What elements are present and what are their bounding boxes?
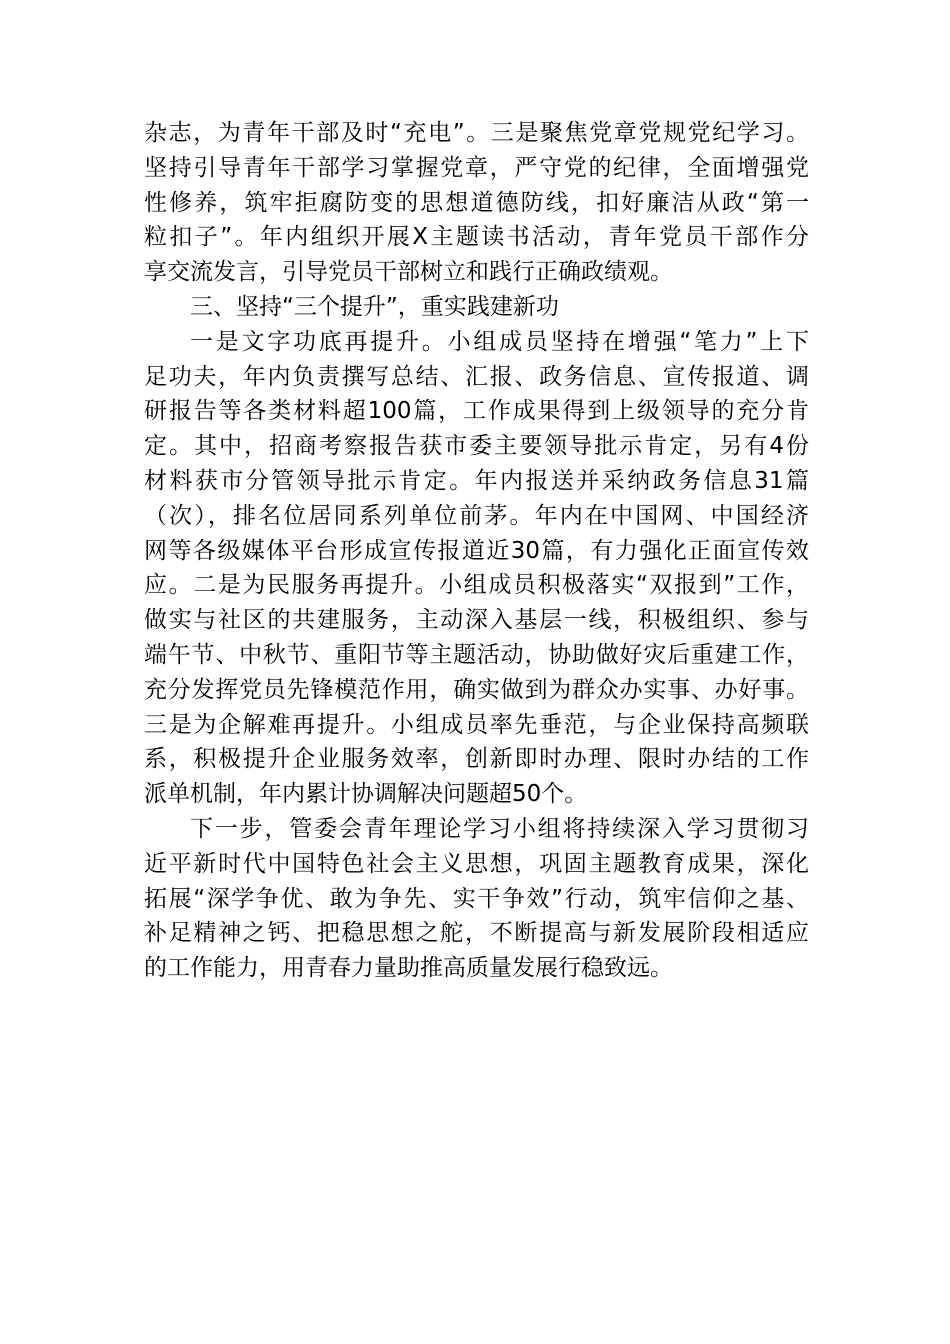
text-line: 研报告等各类材料超100篇，工作成果得到上级领导的充分肯 <box>144 398 809 425</box>
text-line: 杂志，为青年干部及时“充电”。三是聚焦党章党规党纪学习。 <box>144 120 809 146</box>
text-line: 粒扣子”。年内组织开展X主题读书活动，青年党员干部作分 <box>144 224 809 251</box>
text-line: 一是文字功底再提升。小组成员坚持在增强“笔力”上下 <box>190 328 809 355</box>
text-line: 系，积极提升企业服务效率，创新即时办理、限时办结的工作 <box>144 746 809 773</box>
text-line: 享交流发言，引导党员干部树立和践行正确政绩观。 <box>144 259 673 286</box>
text-line: 近平新时代中国特色社会主义思想，巩固主题教育成果，深化 <box>144 850 809 877</box>
text-line: 下一步，管委会青年理论学习小组将持续深入学习贯彻习 <box>190 815 809 842</box>
text-line: 补足精神之钙、把稳思想之舵，不断提高与新发展阶段相适应 <box>144 920 809 947</box>
text-line: （次），排名位居同系列单位前茅。年内在中国网、中国经济 <box>144 502 809 529</box>
text-line: 足功夫，年内负责撰写总结、汇报、政务信息、宣传报道、调 <box>144 363 809 390</box>
text-line: 三、坚持“三个提升”，重实践建新功 <box>190 293 559 320</box>
text-line: 定。其中，招商考察报告获市委主要领导批示肯定，另有4份 <box>144 433 809 460</box>
text-line: 端午节、中秋节、重阳节等主题活动，协助做好灾后重建工作， <box>144 641 809 668</box>
text-line: 应。二是为民服务再提升。小组成员积极落实“双报到”工作， <box>144 572 809 599</box>
text-line: 做实与社区的共建服务，主动深入基层一线，积极组织、参与 <box>144 607 809 634</box>
document-body <box>144 116 809 986</box>
text-line: 的工作能力，用青春力量助推高质量发展行稳致远。 <box>144 955 673 982</box>
text-line: 坚持引导青年干部学习掌握党章，严守党的纪律，全面增强党 <box>144 154 809 181</box>
text-line: 拓展“深学争优、敢为争先、实干争效”行动，筑牢信仰之基、 <box>144 885 809 912</box>
text-line: 三是为企解难再提升。小组成员率先垂范，与企业保持高频联 <box>144 711 809 738</box>
text-line: 材料获市分管领导批示肯定。年内报送并采纳政务信息31篇 <box>144 467 809 494</box>
text-line: 性修养，筑牢拒腐防变的思想道德防线，扣好廉洁从政“第一 <box>144 189 809 216</box>
text-line: 派单机制，年内累计协调解决问题超50个。 <box>144 781 588 808</box>
text-line: 充分发挥党员先锋模范作用，确实做到为群众办实事、办好事。 <box>144 676 809 703</box>
text-line: 网等各级媒体平台形成宣传报道近30篇，有力强化正面宣传效 <box>144 537 809 564</box>
